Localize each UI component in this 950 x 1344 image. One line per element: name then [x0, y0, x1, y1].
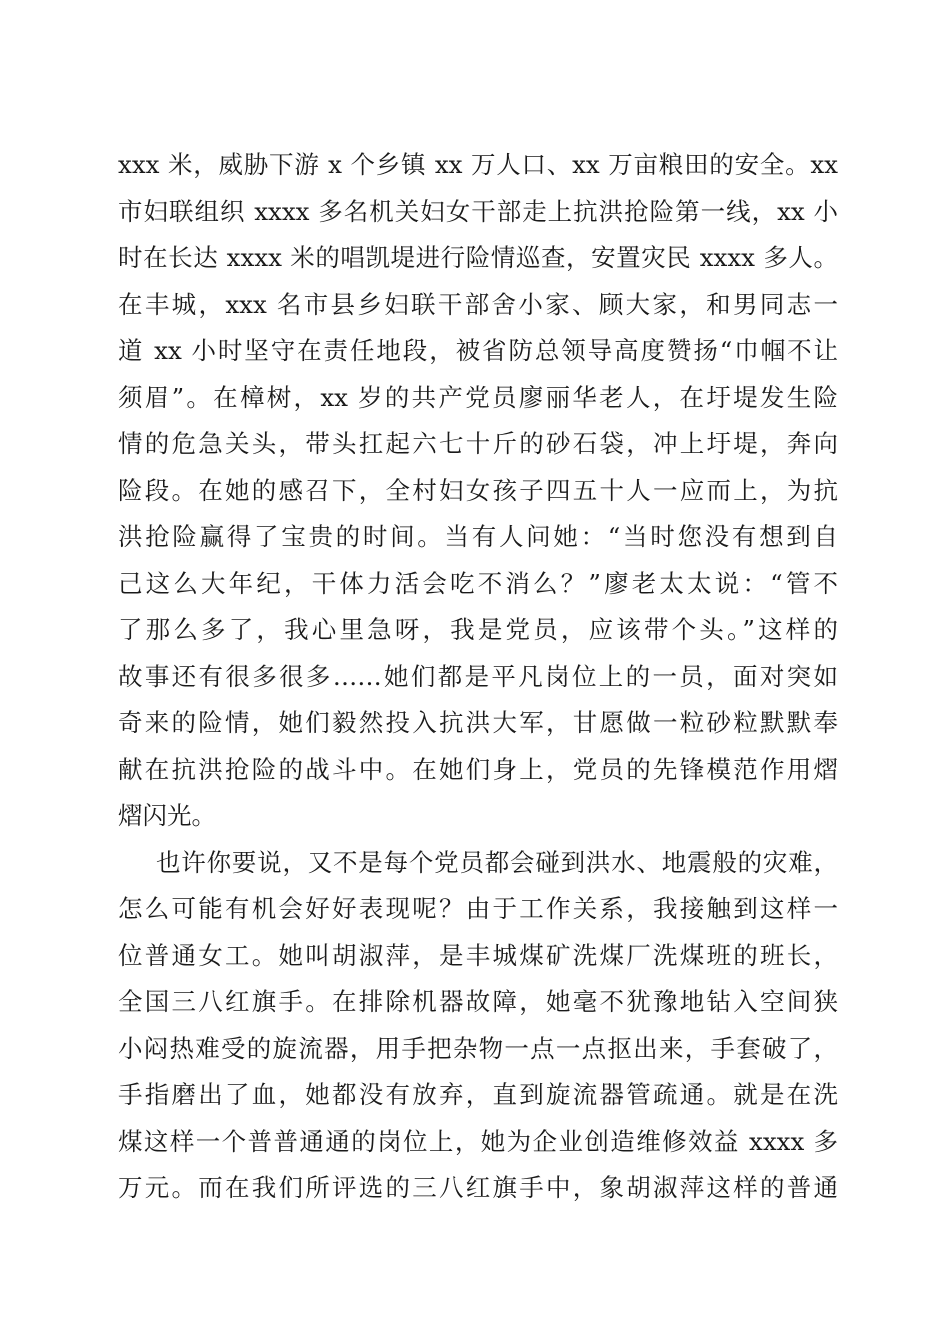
- text-line: 时在长达 xxxx 米的唱凯堤进行险情巡查，安置灾民 xxxx 多人。: [118, 243, 838, 272]
- text-line: 煤这样一个普普通通的岗位上，她为企业创造维修效益 xxxx 多: [118, 1126, 838, 1156]
- text-line: 了那么多了，我心里急呀，我是党员，应该带个头。”这样的: [118, 615, 838, 644]
- text-line: 万元。而在我们所评选的三八红旗手中，象胡淑萍这样的普通: [118, 1173, 838, 1202]
- text-line: 险段。在她的感召下，全村妇女孩子四五十人一应而上，为抗: [118, 475, 838, 505]
- paragraph-1: [118, 142, 838, 840]
- body-text: [118, 142, 838, 1212]
- text-line: 也许你要说，又不是每个党员都会碰到洪水、地震般的灾难，: [156, 847, 838, 877]
- text-line: xxx 米，威胁下游 x 个乡镇 xx 万人口、xx 万亩粮田的安全。xx: [118, 150, 838, 179]
- paragraph-2: [118, 840, 838, 1212]
- text-line: 道 xx 小时坚守在责任地段，被省防总领导高度赞扬“巾帼不让: [118, 336, 838, 365]
- text-line: 全国三八红旗手。在排除机器故障，她毫不犹豫地钻入空间狭: [118, 987, 838, 1016]
- text-line: 献在抗洪抢险的战斗中。在她们身上，党员的先锋模范作用熠: [118, 754, 838, 784]
- text-line: 怎么可能有机会好好表现呢？由于工作关系，我接触到这样一: [118, 894, 838, 923]
- text-line: 在丰城，xxx 名市县乡妇联干部舍小家、顾大家，和男同志一: [118, 289, 838, 319]
- text-line: 情的危急关头，带头扛起六七十斤的砂石袋，冲上圩堤，奔向: [118, 429, 838, 458]
- text-line: 位普通女工。她叫胡淑萍，是丰城煤矿洗煤厂洗煤班的班长，: [118, 940, 838, 970]
- text-line: 手指磨出了血，她都没有放弃，直到旋流器管疏通。就是在洗: [118, 1080, 838, 1109]
- text-line: 市妇联组织 xxxx 多名机关妇女干部走上抗洪抢险第一线，xx 小: [118, 196, 838, 226]
- text-line: 须眉”。在樟树，xx 岁的共产党员廖丽华老人，在圩堤发生险: [118, 382, 838, 412]
- text-line: 己这么大年纪，干体力活会吃不消么？”廖老太太说：“管不: [118, 568, 838, 598]
- text-line: 洪抢险赢得了宝贵的时间。当有人问她：“当时您没有想到自: [118, 522, 838, 551]
- text-line: 奇来的险情，她们毅然投入抗洪大军，甘愿做一粒砂粒默默奉: [118, 708, 838, 737]
- text-line: 故事还有很多很多……她们都是平凡岗位上的一员，面对突如: [118, 661, 838, 691]
- text-line: 小闷热难受的旋流器，用手把杂物一点一点抠出来，手套破了，: [118, 1033, 838, 1063]
- text-line: 熠闪光。: [118, 801, 216, 830]
